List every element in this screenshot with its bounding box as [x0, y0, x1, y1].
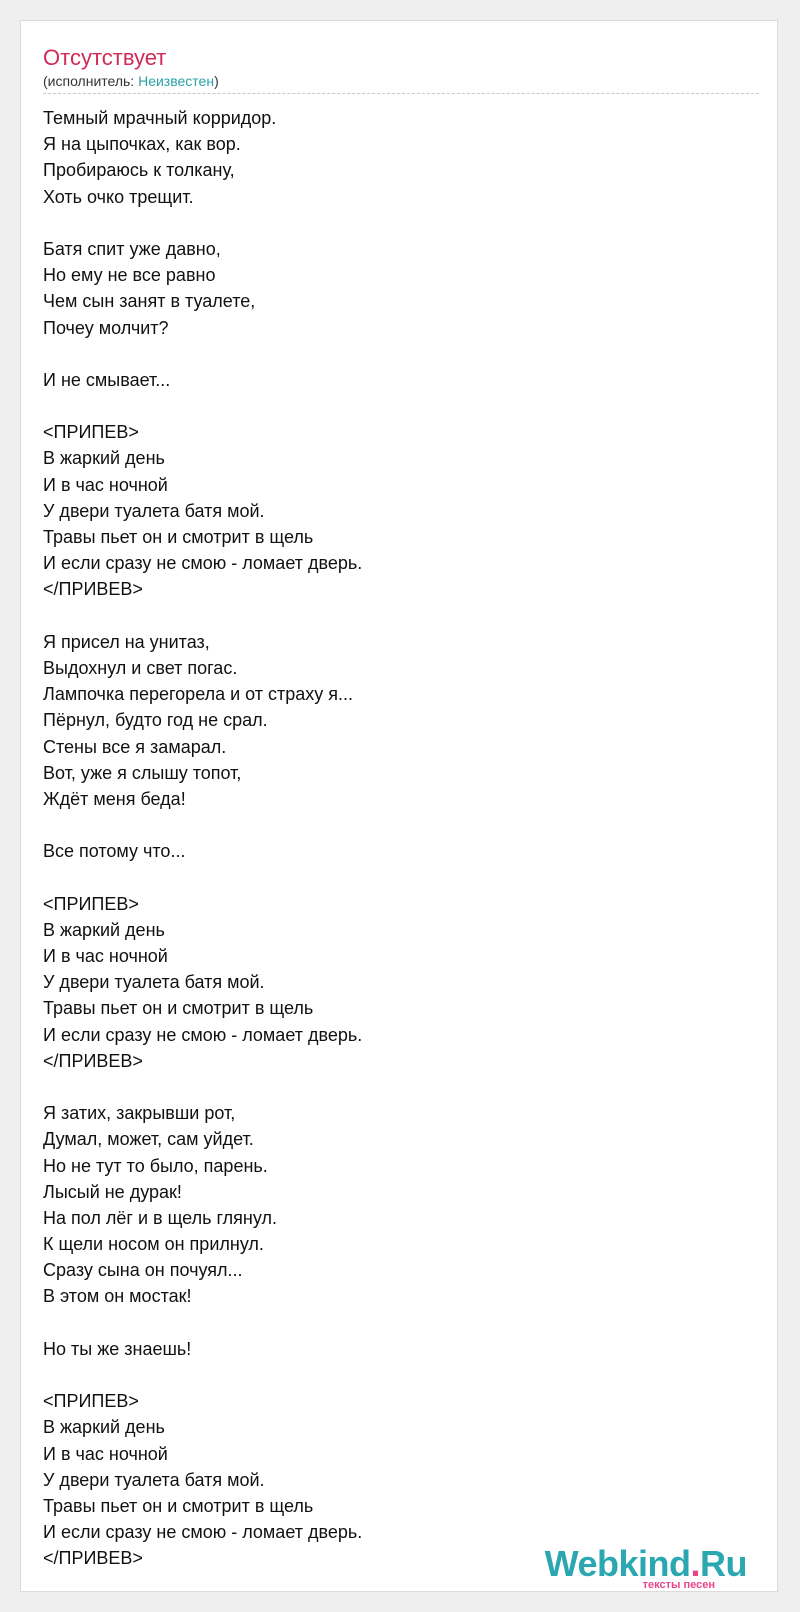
lyric-line: И в час ночной: [43, 474, 168, 495]
lyric-line: В жаркий день: [43, 448, 165, 469]
lyric-line: Но ты же знаешь!: [43, 1338, 192, 1359]
logo-brand: [544, 1543, 747, 1584]
lyric-line: Я присел на унитаз,: [43, 631, 210, 652]
lyric-line: И в час ночной: [43, 946, 168, 966]
lyric-line: Ждёт меня беда!: [43, 788, 186, 809]
lyrics-text: [43, 105, 362, 1572]
lyric-line: У двери туалета батя мой.: [43, 1469, 265, 1490]
lyric-line: Сразу сына он почуял...: [43, 1260, 243, 1281]
lyric-line: <ПРИПЕВ>: [43, 1391, 139, 1412]
lyric-line: В этом он мостак!: [43, 1286, 192, 1307]
lyric-line: Выдохнул и свет погас.: [43, 657, 238, 678]
webkind-logo[interactable]: [544, 1543, 747, 1591]
lyric-line: Думал, может, сам уйдет.: [43, 1129, 254, 1150]
lyric-line: [43, 341, 362, 367]
logo-brand-dot: .: [690, 1543, 700, 1584]
lyric-line: </ПРИВЕВ>: [43, 1548, 143, 1569]
lyric-line: Батя спит уже давно,: [43, 238, 221, 259]
song-title: Отсутствует: [43, 45, 167, 70]
lyric-line: И если сразу не смою - ломает дверь.: [43, 1024, 363, 1045]
lyric-line: В жаркий день: [43, 919, 165, 940]
lyric-line: И не смывает...: [43, 369, 171, 390]
lyric-line: Я на цыпочках, как вор.: [43, 134, 241, 155]
lyric-line: </ПРИВЕВ>: [43, 1050, 143, 1071]
lyric-line: Травы пьет он и смотрит в щель: [43, 998, 314, 1019]
artist-line: [43, 73, 219, 89]
lyric-line: У двери туалета батя мой.: [43, 500, 265, 521]
lyric-line: Хоть очко трещит.: [43, 186, 194, 207]
artist-suffix: ): [214, 73, 219, 89]
lyric-line: К щели носом он прилнул.: [43, 1234, 264, 1255]
lyric-line: И если сразу не смою - ломает дверь.: [43, 553, 363, 574]
lyric-line: Но ему не все равно: [43, 265, 216, 286]
lyrics-card: [20, 20, 778, 1592]
lyric-line: Травы пьет он и смотрит в щель: [43, 1495, 314, 1516]
lyric-line: У двери туалета батя мой.: [43, 972, 265, 993]
lyric-line: [43, 603, 362, 629]
title-divider: [43, 93, 759, 94]
lyric-line: <ПРИПЕВ>: [43, 893, 139, 914]
lyric-line: </ПРИВЕВ>: [43, 579, 143, 600]
lyric-line: Чем сын занят в туалете,: [43, 291, 256, 312]
lyric-line: [43, 1362, 362, 1388]
lyric-line: Пёрнул, будто год не срал.: [43, 710, 268, 731]
artist-prefix: (исполнитель:: [43, 73, 139, 89]
lyric-line: [43, 1074, 362, 1100]
lyric-line: Но не тут то было, парень.: [43, 1155, 268, 1176]
lyric-line: Травы пьет он и смотрит в щель: [43, 527, 314, 547]
lyric-line: Лампочка перегорела и от страху я...: [43, 684, 354, 705]
lyric-line: <ПРИПЕВ>: [43, 422, 139, 443]
lyric-line: Все потому что...: [43, 841, 186, 862]
lyric-line: Темный мрачный корридор.: [43, 108, 277, 128]
lyric-line: И в час ночной: [43, 1443, 168, 1464]
lyric-line: [43, 864, 362, 890]
lyric-line: Стены все я замарал.: [43, 736, 227, 757]
lyric-line: [43, 393, 362, 419]
logo-tagline: тексты песен: [642, 1579, 715, 1591]
lyric-line: Вот, уже я слышу топот,: [43, 762, 242, 783]
logo-brand-main: Webkind: [544, 1543, 691, 1584]
lyric-line: [43, 1310, 362, 1336]
logo-brand-tld: Ru: [700, 1543, 747, 1584]
lyric-line: Лысый не дурак!: [43, 1181, 182, 1202]
lyric-line: [43, 210, 362, 236]
lyric-line: Почеу молчит?: [43, 317, 169, 338]
lyric-line: Я затих, закрывши рот,: [43, 1103, 236, 1124]
lyric-line: В жаркий день: [43, 1417, 165, 1438]
lyric-line: И если сразу не смою - ломает дверь.: [43, 1522, 363, 1543]
artist-link[interactable]: Неизвестен: [138, 73, 215, 89]
lyric-line: [43, 812, 362, 838]
lyric-line: Пробираюсь к толкану,: [43, 160, 235, 181]
lyric-line: На пол лёг и в щель глянул.: [43, 1207, 277, 1228]
